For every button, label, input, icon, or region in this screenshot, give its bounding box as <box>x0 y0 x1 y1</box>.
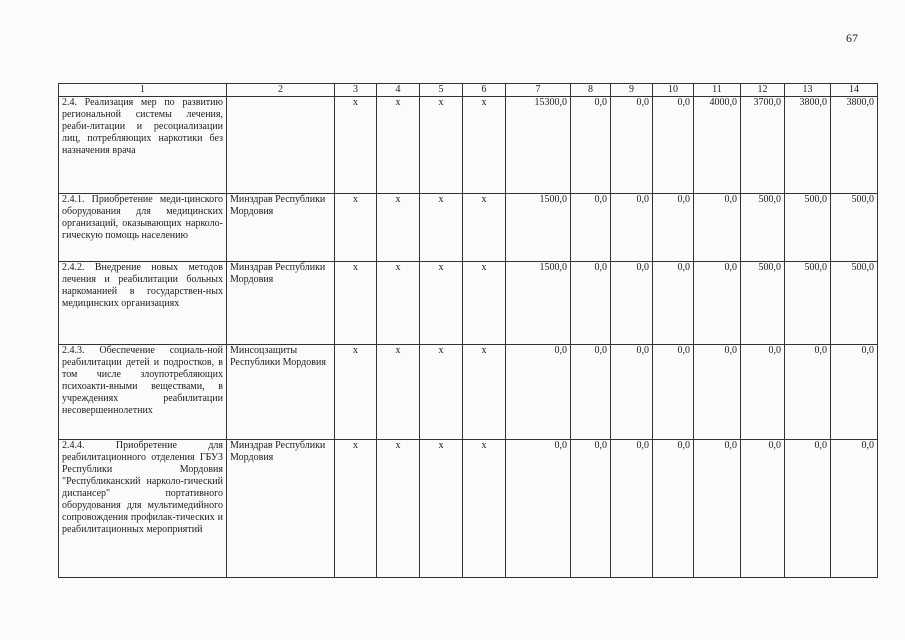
mark-cell: х <box>463 262 506 345</box>
executor-cell <box>227 97 335 194</box>
amount-cell: 0,0 <box>694 262 741 345</box>
amount-cell: 0,0 <box>653 262 694 345</box>
mark-cell: х <box>463 194 506 262</box>
program-table <box>58 83 878 578</box>
mark-cell: х <box>377 194 420 262</box>
header-row <box>59 84 878 97</box>
amount-cell: 0,0 <box>571 345 611 440</box>
mark-cell: х <box>420 262 463 345</box>
mark-cell: х <box>335 194 377 262</box>
header-cell-4: 4 <box>377 84 420 97</box>
total-amount-cell: 1500,0 <box>506 194 571 262</box>
amount-cell: 0,0 <box>653 345 694 440</box>
amount-cell: 500,0 <box>785 262 831 345</box>
amount-cell: 0,0 <box>694 345 741 440</box>
mark-cell: х <box>377 262 420 345</box>
amount-cell: 3800,0 <box>831 97 878 194</box>
header-cell-6: 6 <box>463 84 506 97</box>
mark-cell: х <box>377 345 420 440</box>
amount-cell: 500,0 <box>741 262 785 345</box>
total-amount-cell: 1500,0 <box>506 262 571 345</box>
header-cell-2: 2 <box>227 84 335 97</box>
header-cell-5: 5 <box>420 84 463 97</box>
mark-cell: х <box>420 440 463 578</box>
header-cell-11: 11 <box>694 84 741 97</box>
amount-cell: 0,0 <box>831 345 878 440</box>
amount-cell: 0,0 <box>571 262 611 345</box>
mark-cell: х <box>335 97 377 194</box>
executor-cell: Минздрав Республики Мордовия <box>227 194 335 262</box>
header-cell-1: 1 <box>59 84 227 97</box>
amount-cell: 0,0 <box>653 440 694 578</box>
measure-description: 2.4.2. Внедрение новых методов лечения и реабилитации больных наркоманией в государствен-ных медицинских организациях <box>59 262 227 345</box>
table-row <box>59 262 878 345</box>
measure-description: 2.4.1. Приобретение меди-цинского оборудования для медицинских организаций, оказывающих нарколо-гическую помощь населению <box>59 194 227 262</box>
header-cell-3: 3 <box>335 84 377 97</box>
amount-cell: 3800,0 <box>785 97 831 194</box>
amount-cell: 0,0 <box>611 97 653 194</box>
mark-cell: х <box>463 97 506 194</box>
mark-cell: х <box>463 440 506 578</box>
amount-cell: 0,0 <box>785 440 831 578</box>
mark-cell: х <box>377 97 420 194</box>
amount-cell: 3700,0 <box>741 97 785 194</box>
mark-cell: х <box>335 440 377 578</box>
amount-cell: 0,0 <box>653 194 694 262</box>
total-amount-cell: 0,0 <box>506 440 571 578</box>
amount-cell: 0,0 <box>571 440 611 578</box>
table-row <box>59 345 878 440</box>
amount-cell: 0,0 <box>741 440 785 578</box>
header-cell-14: 14 <box>831 84 878 97</box>
amount-cell: 0,0 <box>571 194 611 262</box>
amount-cell: 0,0 <box>785 345 831 440</box>
amount-cell: 500,0 <box>831 262 878 345</box>
executor-cell: Минздрав Республики Мордовия <box>227 440 335 578</box>
amount-cell: 0,0 <box>694 194 741 262</box>
total-amount-cell: 0,0 <box>506 345 571 440</box>
amount-cell: 0,0 <box>571 97 611 194</box>
amount-cell: 0,0 <box>611 440 653 578</box>
header-cell-7: 7 <box>506 84 571 97</box>
table-row <box>59 194 878 262</box>
measure-description: 2.4.4. Приобретение для реабилитационного отделения ГБУЗ Республики Мордовия "Республиканский нарколо-гический диспансер" портативного оборудования для мультимедийного сопровождения профилак-тических и реабилитационных мероприятий <box>59 440 227 578</box>
header-cell-8: 8 <box>571 84 611 97</box>
mark-cell: х <box>420 194 463 262</box>
mark-cell: х <box>335 262 377 345</box>
header-cell-12: 12 <box>741 84 785 97</box>
amount-cell: 0,0 <box>611 262 653 345</box>
amount-cell: 0,0 <box>694 440 741 578</box>
table-row <box>59 440 878 578</box>
header-cell-13: 13 <box>785 84 831 97</box>
header-cell-10: 10 <box>653 84 694 97</box>
executor-cell: Минсоцзащиты Республики Мордовия <box>227 345 335 440</box>
table-row <box>59 97 878 194</box>
mark-cell: х <box>335 345 377 440</box>
measure-description: 2.4.3. Обеспечение социаль-ной реабилитации детей и подростков, в том числе злоупотребляющих психоакти-вными веществами, в учреждениях реабилитации несовершеннолетних <box>59 345 227 440</box>
amount-cell: 0,0 <box>653 97 694 194</box>
mark-cell: х <box>420 97 463 194</box>
amount-cell: 500,0 <box>785 194 831 262</box>
amount-cell: 0,0 <box>831 440 878 578</box>
amount-cell: 0,0 <box>611 345 653 440</box>
header-cell-9: 9 <box>611 84 653 97</box>
amount-cell: 500,0 <box>741 194 785 262</box>
amount-cell: 500,0 <box>831 194 878 262</box>
amount-cell: 0,0 <box>741 345 785 440</box>
amount-cell: 4000,0 <box>694 97 741 194</box>
mark-cell: х <box>377 440 420 578</box>
measure-description: 2.4. Реализация мер по развитию региональной системы лечения, реаби-литации и ресоциализации лиц, потребляющих наркотики без назначения врача <box>59 97 227 194</box>
executor-cell: Минздрав Республики Мордовия <box>227 262 335 345</box>
total-amount-cell: 15300,0 <box>506 97 571 194</box>
mark-cell: х <box>463 345 506 440</box>
page-number: 67 <box>846 31 858 45</box>
amount-cell: 0,0 <box>611 194 653 262</box>
mark-cell: х <box>420 345 463 440</box>
